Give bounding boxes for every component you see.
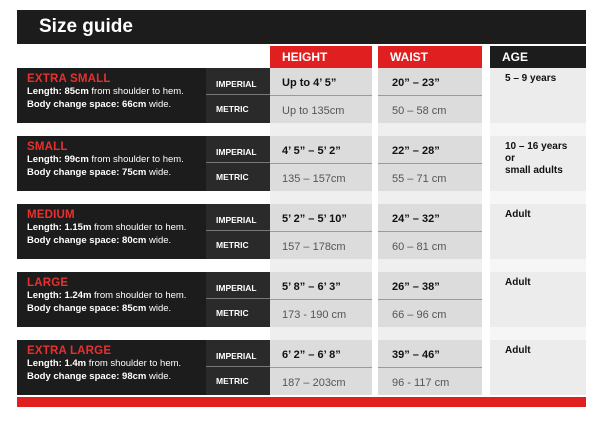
size-name: SMALL bbox=[27, 141, 68, 153]
size-name: EXTRA LARGE bbox=[27, 345, 112, 357]
header-height: HEIGHT bbox=[270, 46, 372, 68]
waist-imperial: 26” – 38” bbox=[392, 281, 440, 293]
age-line: Adult bbox=[505, 345, 531, 356]
row-divider bbox=[378, 299, 482, 300]
system-metric: METRIC bbox=[206, 231, 270, 259]
age-line: Adult bbox=[505, 277, 531, 288]
size-label-box bbox=[17, 272, 206, 327]
row-divider bbox=[378, 367, 482, 368]
age-line: Adult bbox=[505, 209, 531, 220]
waist-metric: 60 – 81 cm bbox=[392, 241, 447, 253]
system-imperial: IMPERIAL bbox=[206, 136, 270, 163]
size-name: LARGE bbox=[27, 277, 69, 289]
height-imperial: 6’ 2” – 6’ 8” bbox=[282, 349, 341, 361]
age-line: 10 – 16 years bbox=[505, 141, 568, 152]
waist-metric: 96 - 117 cm bbox=[392, 377, 450, 389]
size-label-box bbox=[17, 68, 206, 123]
height-imperial: 5’ 2” – 5’ 10” bbox=[282, 213, 347, 225]
system-metric: METRIC bbox=[206, 95, 270, 123]
age-line: small adults bbox=[505, 165, 563, 176]
length-line: Length: 1.15m from shoulder to hem. bbox=[27, 222, 187, 233]
system-imperial: IMPERIAL bbox=[206, 204, 270, 231]
system-imperial: IMPERIAL bbox=[206, 68, 270, 95]
size-label-box bbox=[17, 340, 206, 395]
row-divider bbox=[378, 163, 482, 164]
waist-metric: 55 – 71 cm bbox=[392, 173, 447, 185]
age-cell bbox=[505, 209, 531, 221]
age-line: 5 – 9 years bbox=[505, 73, 557, 84]
header-waist: WAIST bbox=[378, 46, 482, 68]
size-label-box bbox=[17, 136, 206, 191]
waist-imperial: 39” – 46” bbox=[392, 349, 440, 361]
height-metric: Up to 135cm bbox=[282, 105, 345, 117]
row-divider bbox=[378, 95, 482, 96]
header-age: AGE bbox=[490, 46, 586, 68]
waist-metric: 66 – 96 cm bbox=[392, 309, 447, 321]
height-imperial: 4’ 5” – 5’ 2” bbox=[282, 145, 341, 157]
age-cell bbox=[505, 277, 531, 289]
system-metric: METRIC bbox=[206, 163, 270, 191]
row-divider bbox=[270, 367, 372, 368]
row-divider bbox=[378, 231, 482, 232]
group-gap bbox=[206, 259, 586, 272]
size-label-box bbox=[17, 204, 206, 259]
age-cell bbox=[505, 141, 567, 177]
row-divider bbox=[270, 95, 372, 96]
bottom-accent-bar bbox=[17, 397, 586, 407]
waist-metric: 50 – 58 cm bbox=[392, 105, 447, 117]
body-space-line: Body change space: 66cm wide. bbox=[27, 99, 172, 110]
length-line: Length: 1.24m from shoulder to hem. bbox=[27, 290, 187, 301]
group-gap bbox=[206, 123, 586, 136]
age-cell bbox=[505, 345, 531, 357]
length-line: Length: 85cm from shoulder to hem. bbox=[27, 86, 184, 97]
size-name: EXTRA SMALL bbox=[27, 73, 111, 85]
group-gap bbox=[206, 191, 586, 204]
row-divider bbox=[270, 299, 372, 300]
row-divider bbox=[270, 163, 372, 164]
group-gap bbox=[206, 327, 586, 340]
waist-imperial: 20” – 23” bbox=[392, 77, 440, 89]
length-line: Length: 1.4m from shoulder to hem. bbox=[27, 358, 182, 369]
size-name: MEDIUM bbox=[27, 209, 75, 221]
waist-imperial: 22” – 28” bbox=[392, 145, 440, 157]
system-metric: METRIC bbox=[206, 299, 270, 327]
body-space-line: Body change space: 75cm wide. bbox=[27, 167, 172, 178]
age-cell bbox=[505, 73, 556, 85]
height-metric: 187 – 203cm bbox=[282, 377, 346, 389]
system-metric: METRIC bbox=[206, 367, 270, 395]
body-space-line: Body change space: 85cm wide. bbox=[27, 303, 172, 314]
height-metric: 135 – 157cm bbox=[282, 173, 346, 185]
height-metric: 173 - 190 cm bbox=[282, 309, 347, 321]
body-space-line: Body change space: 80cm wide. bbox=[27, 235, 172, 246]
height-imperial: 5’ 8” – 6’ 3” bbox=[282, 281, 341, 293]
row-divider bbox=[270, 231, 372, 232]
system-imperial: IMPERIAL bbox=[206, 272, 270, 299]
title-bar bbox=[17, 10, 586, 44]
length-line: Length: 99cm from shoulder to hem. bbox=[27, 154, 184, 165]
system-imperial: IMPERIAL bbox=[206, 340, 270, 367]
height-metric: 157 – 178cm bbox=[282, 241, 346, 253]
height-imperial: Up to 4’ 5” bbox=[282, 77, 337, 89]
waist-imperial: 24” – 32” bbox=[392, 213, 440, 225]
page-title: Size guide bbox=[39, 16, 133, 37]
body-space-line: Body change space: 98cm wide. bbox=[27, 371, 172, 382]
age-line: or bbox=[505, 153, 515, 164]
